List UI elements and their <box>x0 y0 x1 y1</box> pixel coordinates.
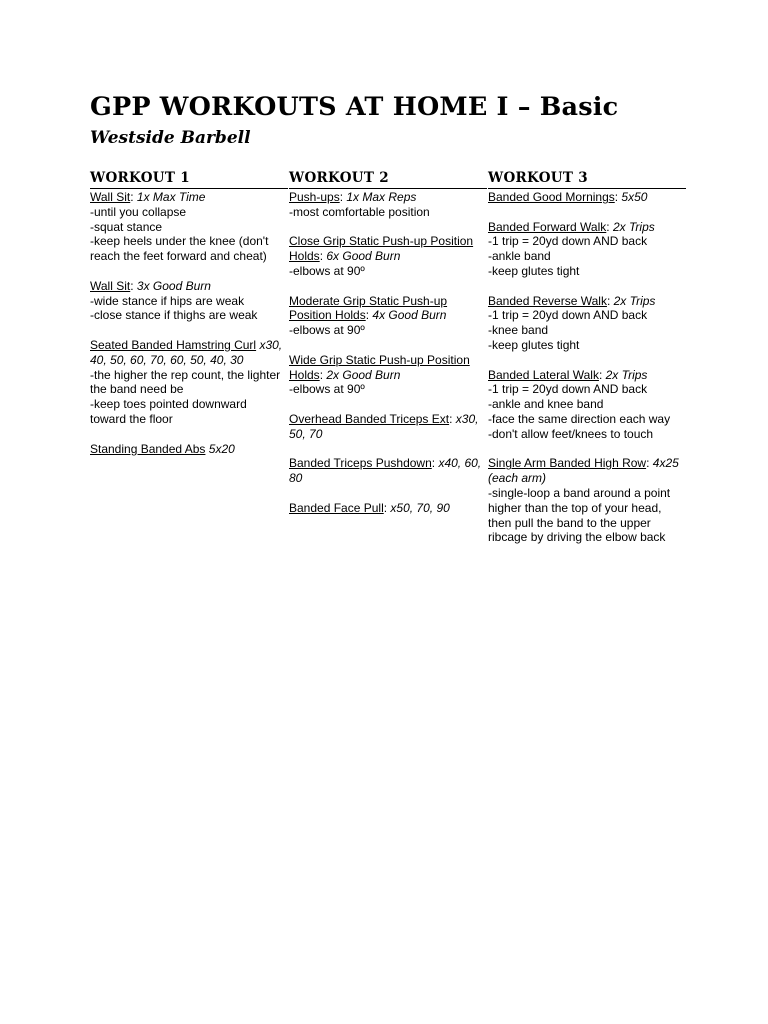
exercise-block <box>488 294 682 353</box>
exercise-note: -1 trip = 20yd down AND back <box>488 382 648 397</box>
exercise-prescription: 3x Good Burn <box>136 278 211 293</box>
exercise-prescription: 2x Trips <box>605 367 648 382</box>
exercise-block <box>289 501 483 516</box>
workout-column-1 <box>90 169 284 471</box>
exercise-block <box>289 456 483 486</box>
workout-column-3 <box>488 169 682 560</box>
exercise-line <box>289 294 447 323</box>
exercise-block <box>90 279 284 323</box>
workout-heading: WORKOUT 1 <box>90 169 288 189</box>
exercise-separator: : <box>130 190 137 204</box>
exercise-separator: : <box>383 500 391 515</box>
exercise-separator: : <box>449 411 456 426</box>
exercise-prescription: x40, 60, 80 <box>289 456 482 486</box>
exercise-note: -wide stance if hips are weak <box>90 293 245 308</box>
exercise-block <box>90 190 284 264</box>
exercise-block <box>289 412 483 442</box>
exercise-note: -most comfortable position <box>289 204 430 219</box>
exercise-prescription: x50, 70, 90 <box>390 500 450 515</box>
page-subtitle: Westside Barbell <box>90 128 251 148</box>
exercise-note: -knee band <box>488 323 549 338</box>
exercise-note: -keep glutes tight <box>488 337 580 352</box>
exercise-line <box>90 338 282 367</box>
exercise-prescription: x30, 40, 50, 60, 70, 60, 50, 40, 30 <box>90 337 283 367</box>
exercise-note: -single-loop a band around a point higher than the top of your head, then pull the band to the upper ribcage by driving the elbow back <box>488 485 671 545</box>
exercise-prescription: 4x25 (each arm) <box>488 456 679 486</box>
exercise-note: -squat stance <box>90 219 163 234</box>
exercise-block <box>488 456 682 545</box>
workout-column-2 <box>289 169 483 530</box>
exercise-block <box>289 234 483 278</box>
exercise-block <box>488 368 682 442</box>
exercise-note: -keep heels under the knee (don't reach the feet forward and cheat) <box>90 234 269 264</box>
exercise-prescription: 5x50 <box>621 190 648 204</box>
exercise-name: Banded Face Pull <box>289 500 384 515</box>
exercise-separator: : <box>431 456 439 471</box>
exercise-line <box>289 501 450 515</box>
workout-exercise-list <box>90 189 284 456</box>
exercise-prescription: 2x Good Burn <box>326 367 401 382</box>
exercise-block <box>90 338 284 427</box>
exercise-note: -elbows at 90º <box>289 382 365 397</box>
exercise-name: Banded Good Mornings <box>488 190 615 204</box>
exercise-prescription: 5x20 <box>208 441 235 456</box>
exercise-line <box>90 279 211 293</box>
exercise-note: -the higher the rep count, the lighter the band need be <box>90 367 281 397</box>
exercise-prescription: 2x Trips <box>613 293 656 308</box>
exercise-note: -close stance if thighs are weak <box>90 308 258 323</box>
exercise-line <box>289 412 478 441</box>
exercise-name: Banded Reverse Walk <box>488 293 607 308</box>
workout-heading: WORKOUT 2 <box>289 169 487 189</box>
exercise-name: Standing Banded Abs <box>90 441 206 456</box>
exercise-separator: : <box>319 367 327 382</box>
workout-heading: WORKOUT 3 <box>488 169 686 189</box>
exercise-separator: : <box>614 190 622 204</box>
exercise-separator: : <box>339 190 347 204</box>
exercise-note: -1 trip = 20yd down AND back <box>488 308 648 323</box>
exercise-separator: : <box>606 219 613 234</box>
exercise-note: -ankle band <box>488 249 551 264</box>
exercise-note: -elbows at 90º <box>289 323 365 338</box>
exercise-block <box>289 353 483 397</box>
exercise-note: -keep toes pointed downward toward the floor <box>90 397 247 426</box>
exercise-separator: : <box>646 456 653 471</box>
exercise-note: -until you collapse <box>90 204 187 219</box>
exercise-name: Single Arm Banded High Row <box>488 456 647 471</box>
exercise-line <box>289 353 470 382</box>
exercise-line <box>289 234 473 263</box>
exercise-separator: : <box>130 278 137 293</box>
exercise-note: -1 trip = 20yd down AND back <box>488 234 648 249</box>
exercise-line <box>488 190 647 204</box>
exercise-prescription: 1x Max Time <box>136 190 206 204</box>
exercise-note: -ankle and knee band <box>488 397 604 412</box>
exercise-name: Moderate Grip Static Push-up Position Holds <box>289 293 448 323</box>
page-title: GPP WORKOUTS AT HOME I – Basic <box>90 92 619 122</box>
exercise-prescription: 4x Good Burn <box>372 308 447 323</box>
exercise-note: -keep glutes tight <box>488 263 580 278</box>
exercise-line <box>488 368 647 382</box>
exercise-note: -elbows at 90º <box>289 263 365 278</box>
exercise-block <box>289 294 483 338</box>
exercise-block <box>90 442 284 457</box>
exercise-separator: : <box>319 249 327 264</box>
exercise-separator: : <box>365 308 373 323</box>
exercise-line <box>488 220 655 234</box>
exercise-name: Push-ups <box>289 190 340 204</box>
workout-exercise-list <box>488 189 682 545</box>
exercise-block <box>488 220 682 279</box>
exercise-line <box>90 190 205 204</box>
exercise-block <box>488 190 682 205</box>
exercise-note: -don't allow feet/knees to touch <box>488 426 654 441</box>
exercise-prescription: 6x Good Burn <box>326 249 401 264</box>
workout-exercise-list <box>289 189 483 516</box>
exercise-prescription: 2x Trips <box>612 219 655 234</box>
exercise-name: Wall Sit <box>90 278 131 293</box>
exercise-line <box>90 442 235 456</box>
exercise-name: Banded Lateral Walk <box>488 367 599 382</box>
exercise-separator: : <box>606 293 614 308</box>
exercise-name: Close Grip Static Push-up Position Holds <box>289 234 474 264</box>
exercise-line <box>488 456 679 485</box>
exercise-block <box>289 190 483 220</box>
exercise-prescription: 1x Max Reps <box>346 190 417 204</box>
exercise-name: Banded Forward Walk <box>488 219 607 234</box>
exercise-line <box>289 190 416 204</box>
exercise-name: Seated Banded Hamstring Curl <box>90 337 257 352</box>
exercise-line <box>488 294 655 308</box>
exercise-name: Banded Triceps Pushdown <box>289 456 432 471</box>
exercise-line <box>289 456 481 485</box>
exercise-name: Overhead Banded Triceps Ext <box>289 411 450 426</box>
exercise-prescription: x30, 50, 70 <box>289 411 479 441</box>
exercise-note: -face the same direction each way <box>488 411 671 426</box>
exercise-separator: : <box>598 367 606 382</box>
exercise-name: Wall Sit <box>90 190 131 204</box>
exercise-name: Wide Grip Static Push-up Position Holds <box>289 352 470 382</box>
